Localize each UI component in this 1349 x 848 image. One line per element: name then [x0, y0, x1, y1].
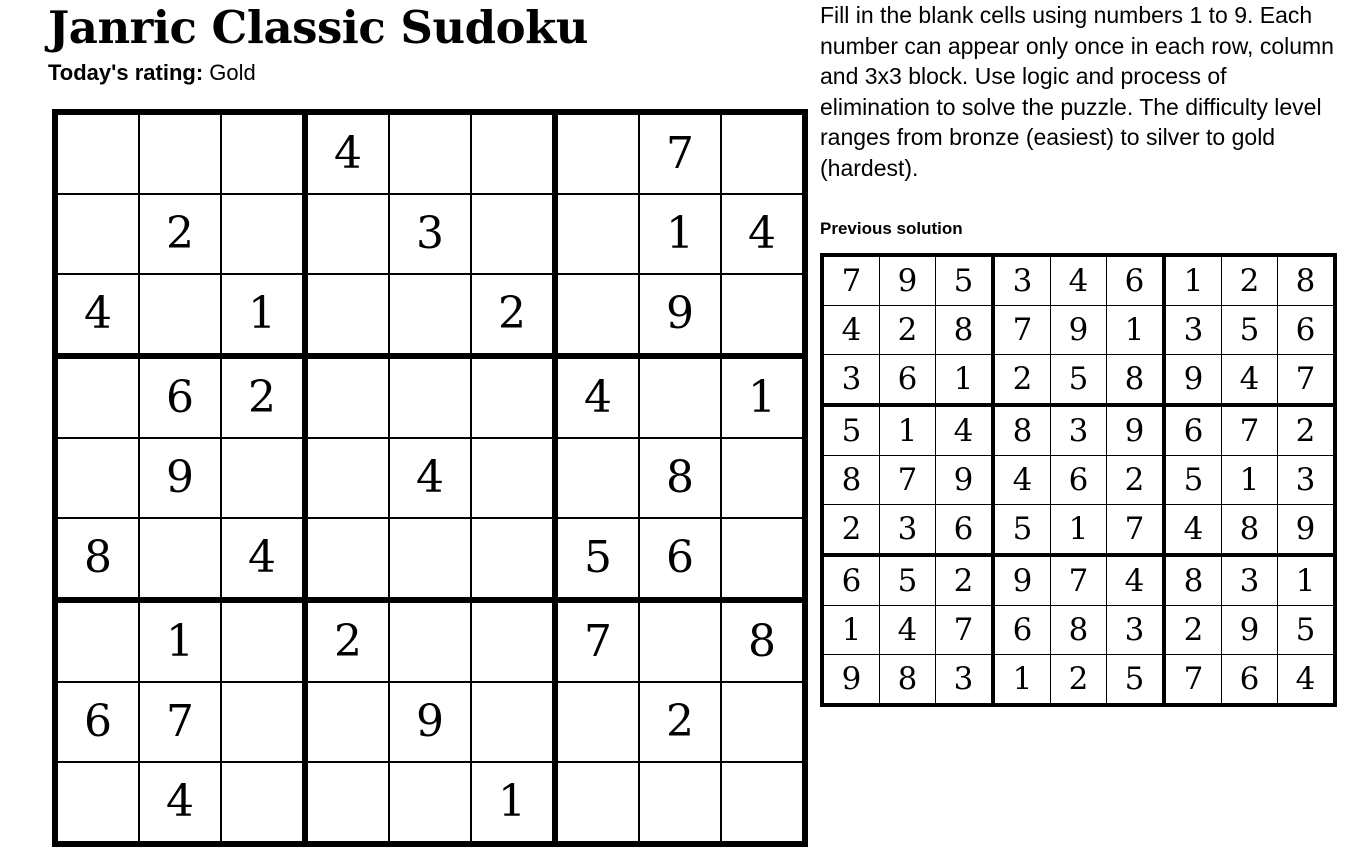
- grid-cell-r7-c7: 8: [1164, 555, 1222, 606]
- grid-cell-r5-c1[interactable]: [55, 438, 139, 518]
- grid-cell-r1-c2[interactable]: [139, 112, 221, 194]
- grid-cell-r6-c3: 6: [936, 505, 994, 556]
- grid-cell-r8-c9: 5: [1278, 606, 1336, 655]
- grid-cell-r7-c8: 3: [1222, 555, 1278, 606]
- grid-cell-r3-c1[interactable]: 4: [55, 274, 139, 356]
- grid-cell-r2-c1[interactable]: [55, 194, 139, 274]
- grid-cell-r3-c7[interactable]: [555, 274, 639, 356]
- grid-cell-r2-c8[interactable]: 1: [639, 194, 721, 274]
- grid-cell-r6-c6: 7: [1107, 505, 1165, 556]
- grid-row: [822, 606, 1335, 655]
- grid-cell-r1-c9: 8: [1278, 255, 1336, 306]
- grid-cell-r1-c6[interactable]: [471, 112, 555, 194]
- grid-cell-r2-c9: 6: [1278, 306, 1336, 355]
- grid-cell-r6-c4[interactable]: [305, 518, 389, 600]
- grid-cell-r2-c4[interactable]: [305, 194, 389, 274]
- grid-cell-r1-c9[interactable]: [721, 112, 805, 194]
- grid-cell-r6-c9: 9: [1278, 505, 1336, 556]
- grid-cell-r1-c4: 3: [993, 255, 1051, 306]
- grid-cell-r5-c1: 8: [822, 456, 880, 505]
- grid-cell-r8-c5[interactable]: 9: [389, 682, 471, 762]
- grid-cell-r6-c7[interactable]: 5: [555, 518, 639, 600]
- grid-cell-r4-c7: 6: [1164, 405, 1222, 456]
- grid-cell-r3-c8[interactable]: 9: [639, 274, 721, 356]
- grid-cell-r7-c5: 7: [1051, 555, 1107, 606]
- grid-cell-r4-c1: 5: [822, 405, 880, 456]
- grid-cell-r9-c4[interactable]: [305, 762, 389, 844]
- grid-cell-r6-c2[interactable]: [139, 518, 221, 600]
- grid-cell-r7-c2: 5: [880, 555, 936, 606]
- grid-cell-r7-c8[interactable]: [639, 600, 721, 682]
- grid-cell-r1-c5[interactable]: [389, 112, 471, 194]
- grid-cell-r9-c5[interactable]: [389, 762, 471, 844]
- grid-cell-r3-c2: 6: [880, 355, 936, 406]
- grid-cell-r1-c1: 7: [822, 255, 880, 306]
- grid-cell-r2-c5: 9: [1051, 306, 1107, 355]
- grid-cell-r8-c8: 9: [1222, 606, 1278, 655]
- grid-cell-r2-c2: 2: [880, 306, 936, 355]
- grid-cell-r5-c3: 9: [936, 456, 994, 505]
- grid-cell-r4-c7[interactable]: 4: [555, 356, 639, 438]
- previous-solution-label: Previous solution: [820, 219, 963, 238]
- grid-cell-r7-c5[interactable]: [389, 600, 471, 682]
- grid-cell-r6-c2: 3: [880, 505, 936, 556]
- grid-cell-r6-c4: 5: [993, 505, 1051, 556]
- grid-cell-r4-c3[interactable]: 2: [221, 356, 305, 438]
- rating-line: [48, 60, 788, 86]
- grid-row: [55, 762, 805, 844]
- grid-cell-r4-c3: 4: [936, 405, 994, 456]
- grid-cell-r8-c2: 4: [880, 606, 936, 655]
- grid-cell-r4-c5[interactable]: [389, 356, 471, 438]
- grid-cell-r5-c6: 2: [1107, 456, 1165, 505]
- grid-cell-r4-c1[interactable]: [55, 356, 139, 438]
- grid-cell-r1-c5: 4: [1051, 255, 1107, 306]
- grid-cell-r5-c6[interactable]: [471, 438, 555, 518]
- grid-cell-r8-c6: 3: [1107, 606, 1165, 655]
- grid-row: [55, 194, 805, 274]
- sudoku-grid[interactable]: [52, 109, 808, 847]
- puzzle-header: [48, 0, 788, 86]
- grid-cell-r1-c3: 5: [936, 255, 994, 306]
- grid-cell-r1-c3[interactable]: [221, 112, 305, 194]
- page-title: Janric Classic Sudoku: [48, 1, 589, 54]
- grid-cell-r5-c9[interactable]: [721, 438, 805, 518]
- grid-cell-r2-c3[interactable]: [221, 194, 305, 274]
- grid-cell-r8-c3[interactable]: [221, 682, 305, 762]
- grid-cell-r8-c6[interactable]: [471, 682, 555, 762]
- grid-row: [822, 355, 1335, 406]
- grid-cell-r1-c8: 2: [1222, 255, 1278, 306]
- grid-row: [822, 655, 1335, 706]
- grid-cell-r9-c7[interactable]: [555, 762, 639, 844]
- grid-cell-r7-c4: 9: [993, 555, 1051, 606]
- grid-cell-r9-c3[interactable]: [221, 762, 305, 844]
- grid-cell-r1-c2: 9: [880, 255, 936, 306]
- grid-cell-r2-c7: 3: [1164, 306, 1222, 355]
- grid-cell-r6-c8: 8: [1222, 505, 1278, 556]
- grid-cell-r7-c1[interactable]: [55, 600, 139, 682]
- grid-cell-r8-c1[interactable]: 6: [55, 682, 139, 762]
- grid-cell-r4-c9[interactable]: 1: [721, 356, 805, 438]
- rating-label: Today's rating:: [48, 60, 204, 85]
- grid-cell-r1-c1[interactable]: [55, 112, 139, 194]
- grid-cell-r4-c5: 3: [1051, 405, 1107, 456]
- grid-cell-r5-c8: 1: [1222, 456, 1278, 505]
- grid-cell-r8-c4: 6: [993, 606, 1051, 655]
- rating-value: Gold: [209, 60, 256, 85]
- grid-cell-r7-c2[interactable]: 1: [139, 600, 221, 682]
- grid-cell-r9-c1[interactable]: [55, 762, 139, 844]
- grid-cell-r9-c5: 2: [1051, 655, 1107, 706]
- grid-cell-r4-c2[interactable]: 6: [139, 356, 221, 438]
- grid-cell-r1-c8[interactable]: 7: [639, 112, 721, 194]
- grid-cell-r8-c8[interactable]: 2: [639, 682, 721, 762]
- grid-cell-r2-c5[interactable]: 3: [389, 194, 471, 274]
- grid-cell-r2-c8: 5: [1222, 306, 1278, 355]
- grid-cell-r3-c6[interactable]: 2: [471, 274, 555, 356]
- grid-row: [822, 505, 1335, 556]
- grid-cell-r5-c8[interactable]: 8: [639, 438, 721, 518]
- grid-cell-r4-c4: 8: [993, 405, 1051, 456]
- grid-cell-r9-c8[interactable]: [639, 762, 721, 844]
- grid-row: [822, 255, 1335, 306]
- grid-cell-r5-c9: 3: [1278, 456, 1336, 505]
- grid-cell-r4-c2: 1: [880, 405, 936, 456]
- grid-cell-r9-c8: 6: [1222, 655, 1278, 706]
- solution-table: [820, 253, 1337, 707]
- grid-cell-r9-c9: 4: [1278, 655, 1336, 706]
- grid-cell-r4-c4[interactable]: [305, 356, 389, 438]
- grid-cell-r3-c7: 9: [1164, 355, 1222, 406]
- grid-cell-r4-c8: 7: [1222, 405, 1278, 456]
- grid-cell-r3-c3: 1: [936, 355, 994, 406]
- grid-cell-r7-c9[interactable]: 8: [721, 600, 805, 682]
- grid-cell-r6-c5: 1: [1051, 505, 1107, 556]
- grid-cell-r3-c4[interactable]: [305, 274, 389, 356]
- sidebar: [820, 0, 1349, 707]
- grid-cell-r7-c1: 6: [822, 555, 880, 606]
- grid-cell-r9-c6: 5: [1107, 655, 1165, 706]
- grid-cell-r3-c3[interactable]: 1: [221, 274, 305, 356]
- grid-row: [55, 518, 805, 600]
- grid-cell-r9-c4: 1: [993, 655, 1051, 706]
- grid-row: [822, 555, 1335, 606]
- grid-cell-r6-c3[interactable]: 4: [221, 518, 305, 600]
- grid-cell-r4-c6[interactable]: [471, 356, 555, 438]
- grid-cell-r7-c6: 4: [1107, 555, 1165, 606]
- grid-cell-r4-c8[interactable]: [639, 356, 721, 438]
- grid-cell-r4-c9: 2: [1278, 405, 1336, 456]
- grid-row: [55, 112, 805, 194]
- grid-cell-r9-c3: 3: [936, 655, 994, 706]
- grid-cell-r8-c5: 8: [1051, 606, 1107, 655]
- grid-cell-r5-c7: 5: [1164, 456, 1222, 505]
- grid-cell-r5-c5: 6: [1051, 456, 1107, 505]
- grid-cell-r6-c7: 4: [1164, 505, 1222, 556]
- grid-row: [822, 405, 1335, 456]
- grid-cell-r2-c6[interactable]: [471, 194, 555, 274]
- grid-cell-r5-c4: 4: [993, 456, 1051, 505]
- grid-row: [55, 438, 805, 518]
- grid-cell-r7-c3[interactable]: [221, 600, 305, 682]
- grid-cell-r9-c2[interactable]: 4: [139, 762, 221, 844]
- grid-cell-r7-c4[interactable]: 2: [305, 600, 389, 682]
- grid-cell-r2-c1: 4: [822, 306, 880, 355]
- grid-row: [55, 682, 805, 762]
- grid-cell-r6-c9[interactable]: [721, 518, 805, 600]
- grid-cell-r6-c5[interactable]: [389, 518, 471, 600]
- grid-cell-r1-c4[interactable]: 4: [305, 112, 389, 194]
- grid-row: [55, 600, 805, 682]
- grid-cell-r2-c2[interactable]: 2: [139, 194, 221, 274]
- grid-cell-r3-c8: 4: [1222, 355, 1278, 406]
- grid-cell-r7-c3: 2: [936, 555, 994, 606]
- grid-cell-r3-c9[interactable]: [721, 274, 805, 356]
- grid-cell-r9-c9[interactable]: [721, 762, 805, 844]
- grid-cell-r6-c1[interactable]: 8: [55, 518, 139, 600]
- grid-cell-r8-c4[interactable]: [305, 682, 389, 762]
- grid-cell-r7-c9: 1: [1278, 555, 1336, 606]
- grid-cell-r2-c3: 8: [936, 306, 994, 355]
- grid-row: [55, 356, 805, 438]
- grid-cell-r9-c1: 9: [822, 655, 880, 706]
- grid-cell-r4-c6: 9: [1107, 405, 1165, 456]
- grid-cell-r3-c1: 3: [822, 355, 880, 406]
- grid-cell-r7-c7[interactable]: 7: [555, 600, 639, 682]
- grid-cell-r5-c2[interactable]: 9: [139, 438, 221, 518]
- grid-cell-r1-c6: 6: [1107, 255, 1165, 306]
- grid-cell-r9-c2: 8: [880, 655, 936, 706]
- grid-cell-r8-c7: 2: [1164, 606, 1222, 655]
- grid-cell-r1-c7: 1: [1164, 255, 1222, 306]
- grid-cell-r2-c6: 1: [1107, 306, 1165, 355]
- grid-cell-r6-c6[interactable]: [471, 518, 555, 600]
- grid-cell-r5-c5[interactable]: 4: [389, 438, 471, 518]
- grid-cell-r5-c7[interactable]: [555, 438, 639, 518]
- instructions-text: Fill in the blank cells using numbers 1 to 9. Each number can appear only once in each row, column and 3x3 block. Use logic and process of elimination to solve the puzzle. The difficulty level ranges from bronze (easiest) to silver to gold (hardest).: [820, 2, 1334, 181]
- grid-cell-r8-c2[interactable]: 7: [139, 682, 221, 762]
- grid-cell-r3-c9: 7: [1278, 355, 1336, 406]
- grid-cell-r3-c5[interactable]: [389, 274, 471, 356]
- grid-cell-r2-c4: 7: [993, 306, 1051, 355]
- grid-cell-r8-c3: 7: [936, 606, 994, 655]
- grid-row: [55, 274, 805, 356]
- grid-cell-r5-c3[interactable]: [221, 438, 305, 518]
- grid-cell-r7-c6[interactable]: [471, 600, 555, 682]
- grid-cell-r3-c5: 5: [1051, 355, 1107, 406]
- grid-cell-r6-c1: 2: [822, 505, 880, 556]
- sudoku-table[interactable]: [52, 109, 808, 847]
- grid-cell-r3-c4: 2: [993, 355, 1051, 406]
- grid-cell-r3-c2[interactable]: [139, 274, 221, 356]
- previous-solution-grid: [820, 253, 1349, 707]
- grid-cell-r8-c1: 1: [822, 606, 880, 655]
- grid-row: [822, 456, 1335, 505]
- grid-cell-r3-c6: 8: [1107, 355, 1165, 406]
- grid-cell-r2-c7[interactable]: [555, 194, 639, 274]
- grid-cell-r8-c9[interactable]: [721, 682, 805, 762]
- grid-cell-r9-c6[interactable]: 1: [471, 762, 555, 844]
- grid-cell-r6-c8[interactable]: 6: [639, 518, 721, 600]
- grid-cell-r9-c7: 7: [1164, 655, 1222, 706]
- grid-cell-r2-c9[interactable]: 4: [721, 194, 805, 274]
- grid-cell-r5-c2: 7: [880, 456, 936, 505]
- grid-row: [822, 306, 1335, 355]
- grid-cell-r1-c7[interactable]: [555, 112, 639, 194]
- grid-cell-r8-c7[interactable]: [555, 682, 639, 762]
- grid-cell-r5-c4[interactable]: [305, 438, 389, 518]
